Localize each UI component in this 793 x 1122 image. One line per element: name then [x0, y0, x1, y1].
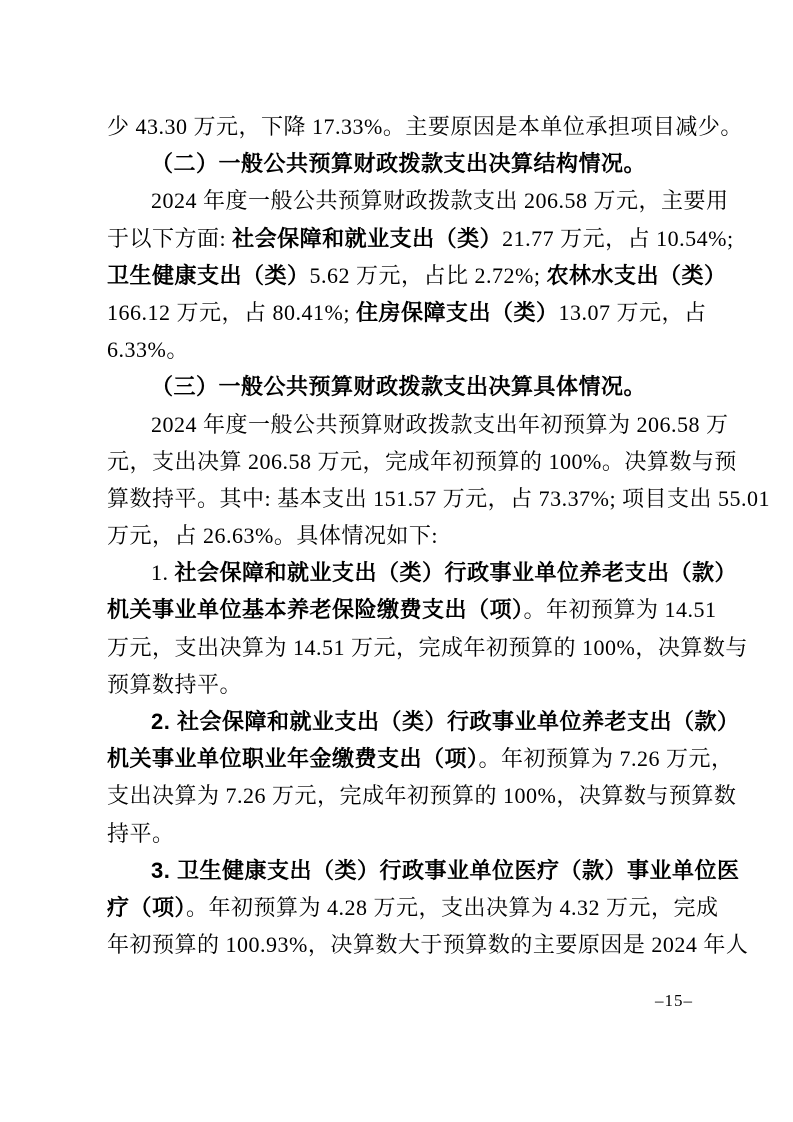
body-text: 算数持平。其中: 基本支出 151.57 万元，占 73.37%; 项目支出 55.01 — [107, 485, 771, 511]
body-text: 少 43.30 万元，下降 17.33%。主要原因是本单位承担项目减少。 — [107, 114, 743, 139]
paragraph-line — [107, 629, 748, 666]
paragraph-line — [107, 666, 693, 703]
list-item-line — [107, 703, 740, 740]
body-text: 13.07 万元，占 — [558, 299, 707, 325]
body-text: 5.62 万元，占比 2.72%; — [309, 262, 547, 288]
body-text: 年初预算的 100.93%，决算数大于预算数的主要原因是 2024 年人 — [107, 932, 749, 958]
emphasis-text: 机关事业单位基本养老保险缴费支出（项） — [107, 597, 524, 623]
paragraph-line — [107, 517, 693, 554]
paragraph-line — [107, 257, 727, 294]
body-text: 于以下方面: — [107, 225, 233, 251]
body-text: 持平。 — [107, 820, 175, 846]
paragraph-line — [107, 740, 734, 777]
body-text: 万元，占 26.63%。具体情况如下: — [107, 523, 438, 549]
emphasis-text: 社会保障和就业支出（类） — [232, 225, 503, 251]
body-text: 1. — [151, 560, 175, 586]
body-text: 预算数持平。 — [107, 671, 243, 697]
emphasis-text: 2. 社会保障和就业支出（类）行政事业单位养老支出（款） — [151, 709, 740, 734]
emphasis-text: 3. 卫生健康支出（类）行政事业单位医疗（款）事业单位医 — [151, 857, 740, 883]
document-body — [107, 108, 771, 963]
paragraph-line — [107, 815, 693, 852]
body-text: 。年初预算为 14.51 — [523, 597, 717, 623]
emphasis-text: 农林水支出（类） — [546, 262, 727, 288]
paragraph-line — [107, 777, 737, 814]
emphasis-text: 机关事业单位职业年金缴费支出（项） — [107, 746, 479, 772]
paragraph-line — [107, 443, 737, 480]
section-heading — [107, 368, 693, 405]
body-text: 。年初预算为 4.28 万元，支出决算为 4.32 万元，完成 — [186, 894, 719, 920]
paragraph-line — [107, 331, 693, 368]
paragraph-line — [107, 182, 729, 219]
list-item-line — [107, 852, 740, 889]
body-text: 166.12 万元，占 80.41%; — [107, 299, 356, 325]
paragraph-line — [107, 926, 749, 963]
emphasis-text: （二）一般公共预算财政拨款支出决算结构情况。 — [151, 151, 647, 177]
body-text: 2024 年度一般公共预算财政拨款支出年初预算为 206.58 万 — [151, 411, 729, 437]
body-text: 。年初预算为 7.26 万元， — [478, 746, 734, 772]
paragraph-line — [107, 406, 729, 443]
paragraph-line — [107, 480, 771, 517]
paragraph-line — [107, 591, 717, 628]
body-text: 21.77 万元，占 10.54%; — [502, 225, 734, 251]
paragraph-line — [107, 108, 743, 145]
emphasis-text: （三）一般公共预算财政拨款支出决算具体情况。 — [151, 374, 647, 400]
section-heading — [107, 145, 693, 182]
body-text: 6.33%。 — [107, 337, 189, 363]
paragraph-line — [107, 294, 707, 331]
body-text: 2024 年度一般公共预算财政拨款支出 206.58 万元，主要用 — [151, 188, 729, 214]
paragraph-line — [107, 889, 719, 926]
emphasis-text: 社会保障和就业支出（类）行政事业单位养老支出（款） — [174, 560, 738, 586]
emphasis-text: 卫生健康支出（类） — [107, 262, 310, 288]
body-text: 支出决算为 7.26 万元，完成年初预算的 100%，决算数与预算数 — [107, 783, 737, 809]
body-text: 元，支出决算 206.58 万元，完成年初预算的 100%。决算数与预 — [107, 448, 737, 474]
emphasis-text: 疗（项） — [107, 894, 187, 920]
paragraph-line — [107, 220, 734, 257]
list-item-line — [107, 554, 738, 591]
page-number: –15– — [655, 991, 693, 1010]
body-text: 万元，支出决算为 14.51 万元，完成年初预算的 100%，决算数与 — [107, 634, 748, 660]
emphasis-text: 住房保障支出（类） — [355, 299, 559, 325]
